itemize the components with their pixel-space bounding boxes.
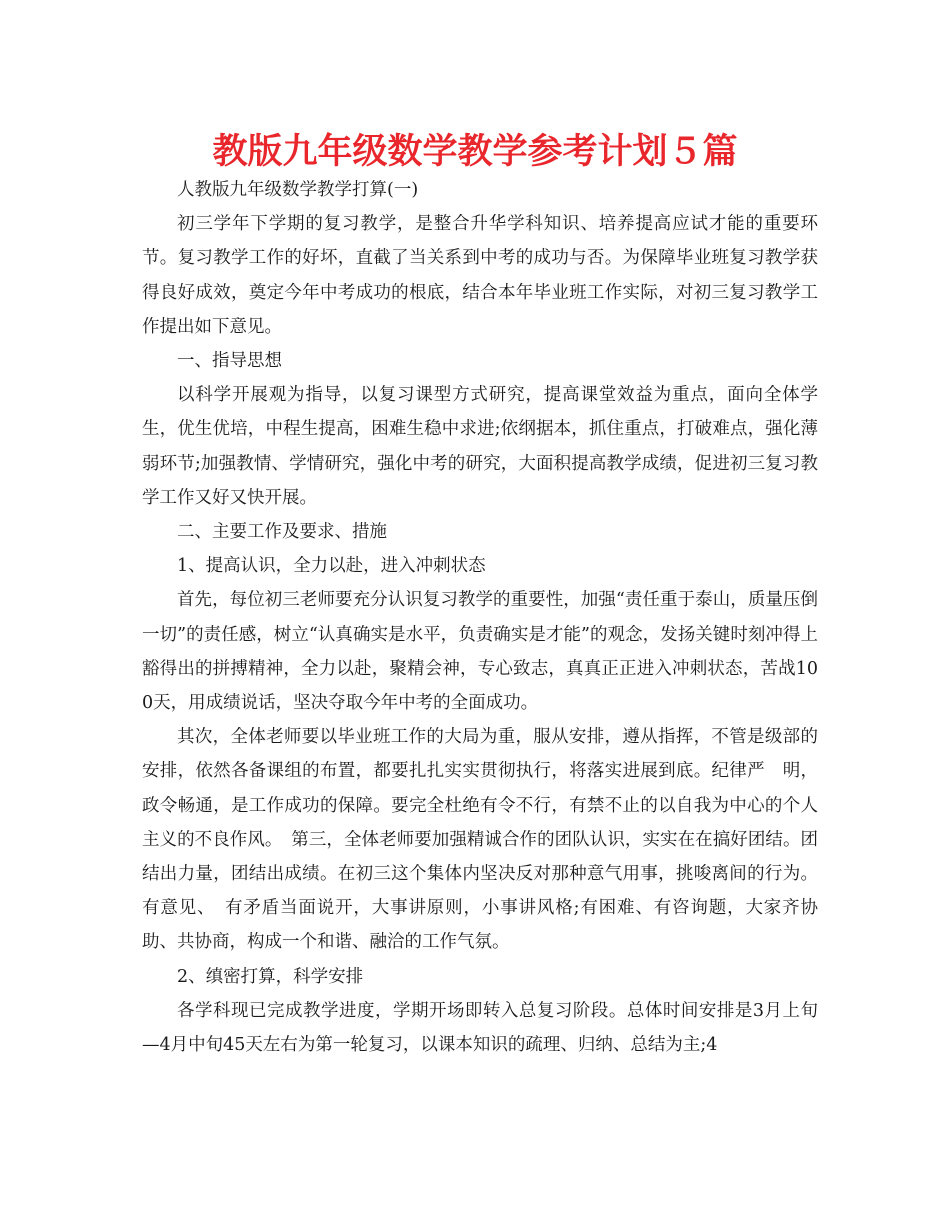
- subtitle-paragraph: 人教版九年级数学教学打算(一): [177, 180, 419, 200]
- subheading-careful-plan: 2、缜密打算，科学安排: [177, 966, 364, 987]
- document-body: [142, 173, 818, 1062]
- document-title: 教版九年级数学教学参考计划５篇: [212, 132, 738, 172]
- guiding-thought-paragraph: 以科学开展观为指导，以复习课型方式研究，提高课堂效益为重点，面向全体学生，优生优培，中程生提高，困难生稳中求进;依纲据本，抓住重点，打破难点，强化薄弱环节;加强教情、学情研究，强化中考的研究，大面积提高教学成绩，促进初三复习教学工作又好又快开展。: [142, 385, 818, 508]
- section-heading-guiding-thought: 一、指导思想: [177, 351, 282, 372]
- second-third-point-paragraph: 其次，全体老师要以毕业班工作的大局为重，服从安排，遵从指挥，不管是级部的安排，依然各备课组的布置，都要扎扎实实贯彻执行，将落实进展到底。纪律严 明，政令畅通，是工作成功的保障。要完全杜绝有令不行，有禁不止的以自我为中心的个人主义的不良作风。 第三，全体老师要加强精诚合作的团队认识，实实在在搞好团结。团结出力量，团结出成绩。在初三这个集体内坚决反对那种意气用事，挑唆离间的行为。有意见、 有矛盾当面说开，大事讲原则，小事讲风格;有困难、有咨询题，大家齐协助、共协商，构成一个和谐、融洽的工作气氛。: [142, 727, 818, 953]
- subheading-raise-awareness: 1、提高认识，全力以赴，进入冲刺状态: [177, 556, 486, 577]
- intro-paragraph: 初三学年下学期的复习教学，是整合升华学科知识、培养提高应试才能的重要环节。复习教学工作的好坏，直截了当关系到中考的成功与否。为保障毕业班复习教学获得良好成效，奠定今年中考成功的根底，结合本年毕业班工作实际，对初三复习教学工作提出如下意见。: [142, 214, 818, 337]
- section-heading-main-work: 二、主要工作及要求、措施: [177, 522, 387, 543]
- schedule-paragraph: 各学科现已完成教学进度，学期开场即转入总复习阶段。总体时间安排是3月上旬—4月中旬45天左右为第一轮复习，以课本知识的疏理、归纳、总结为主;4: [142, 1000, 818, 1056]
- first-point-paragraph: 首先，每位初三老师要充分认识复习教学的重要性，加强“责任重于泰山，质量压倒一切”的责任感，树立“认真确实是水平，负责确实是才能”的观念，发扬关键时刻冲得上豁得出的拼搏精神，全力以赴，聚精会神，专心致志，真真正正进入冲刺状态，苦战100天，用成绩说话，坚决夺取今年中考的全面成功。: [142, 590, 818, 714]
